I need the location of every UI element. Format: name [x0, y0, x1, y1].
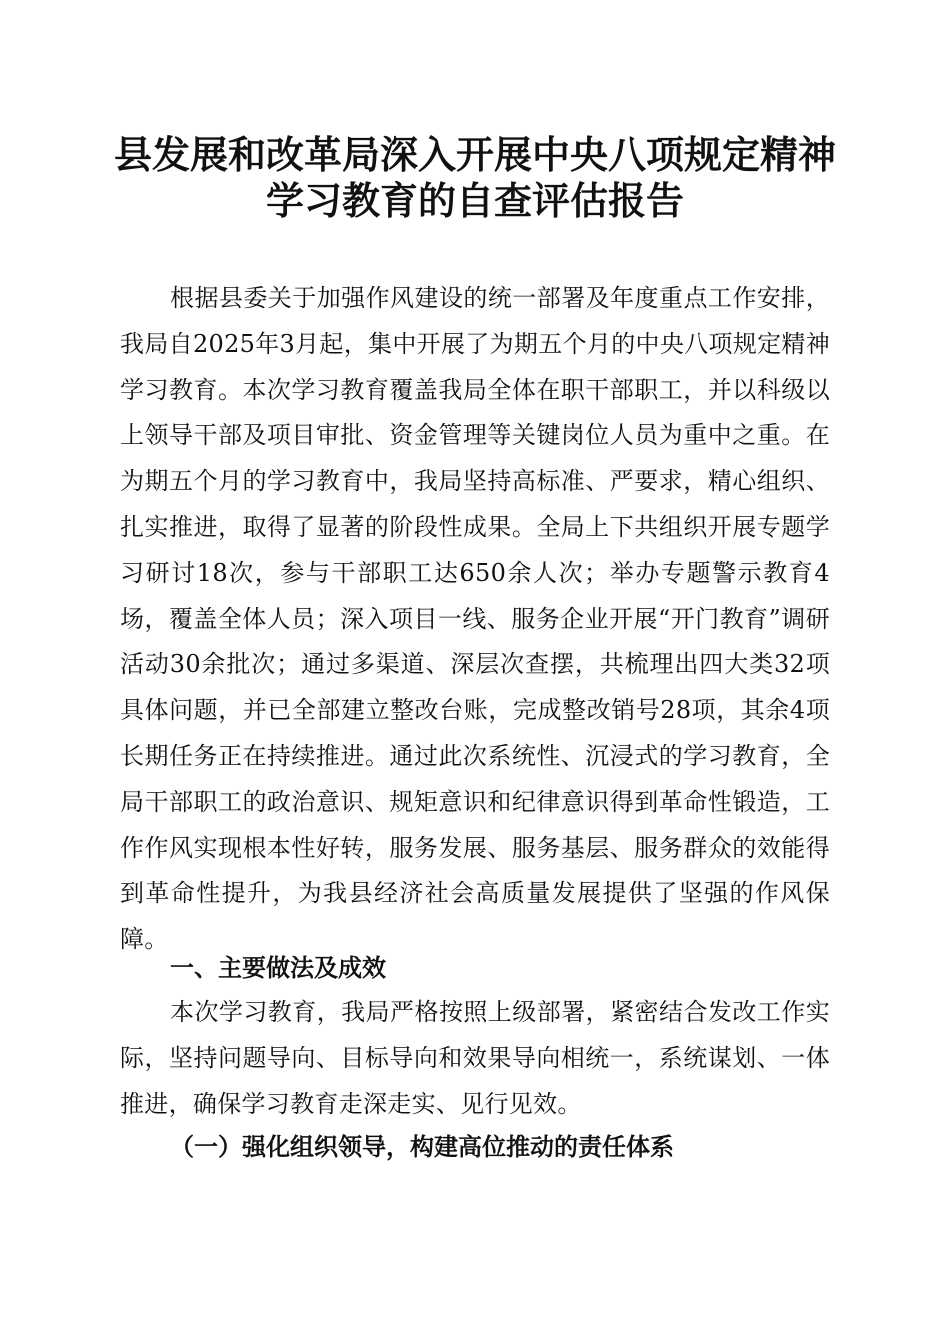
intro-paragraph: 根据县委关于加强作风建设的统一部署及年度重点工作安排，我局自2025年3月起，集中开展了为期五个月的中央八项规定精神学习教育。本次学习教育覆盖我局全体在职干部职工，并以科级以上领导干部及项目审批、资金管理等关键岗位人员为重中之重。在为期五个月的学习教育中，我局坚持高标准、严要求，精心组织、扎实推进，取得了显著的阶段性成果。全局上下共组织开展专题学习研讨18次，参与干部职工达650余人次；举办专题警示教育4场，覆盖全体人员；深入项目一线、服务企业开展“开门教育”调研活动30余批次；通过多渠道、深层次查摆，共梳理出四大类32项具体问题，并已全部建立整改台账，完成整改销号28项，其余4项长期任务正在持续推进。通过此次系统性、沉浸式的学习教育，全局干部职工的政治意识、规矩意识和纪律意识得到革命性锻造，工作作风实现根本性好转，服务发展、服务基层、服务群众的效能得到革命性提升，为我县经济社会高质量发展提供了坚强的作风保障。	[120, 284, 830, 954]
document-title: 县发展和改革局深入开展中央八项规定精神学习教育的自查评估报告	[113, 132, 836, 223]
section-heading: 一、主要做法及成效	[170, 954, 386, 982]
section-paragraph: 本次学习教育，我局严格按照上级部署，紧密结合发改工作实际，坚持问题导向、目标导向和效果导向相统一，系统谋划、一体推进，确保学习教育走深走实、见行见效。	[120, 998, 830, 1118]
subsection-heading: （一）强化组织领导，构建高位推动的责任体系	[170, 1132, 674, 1161]
